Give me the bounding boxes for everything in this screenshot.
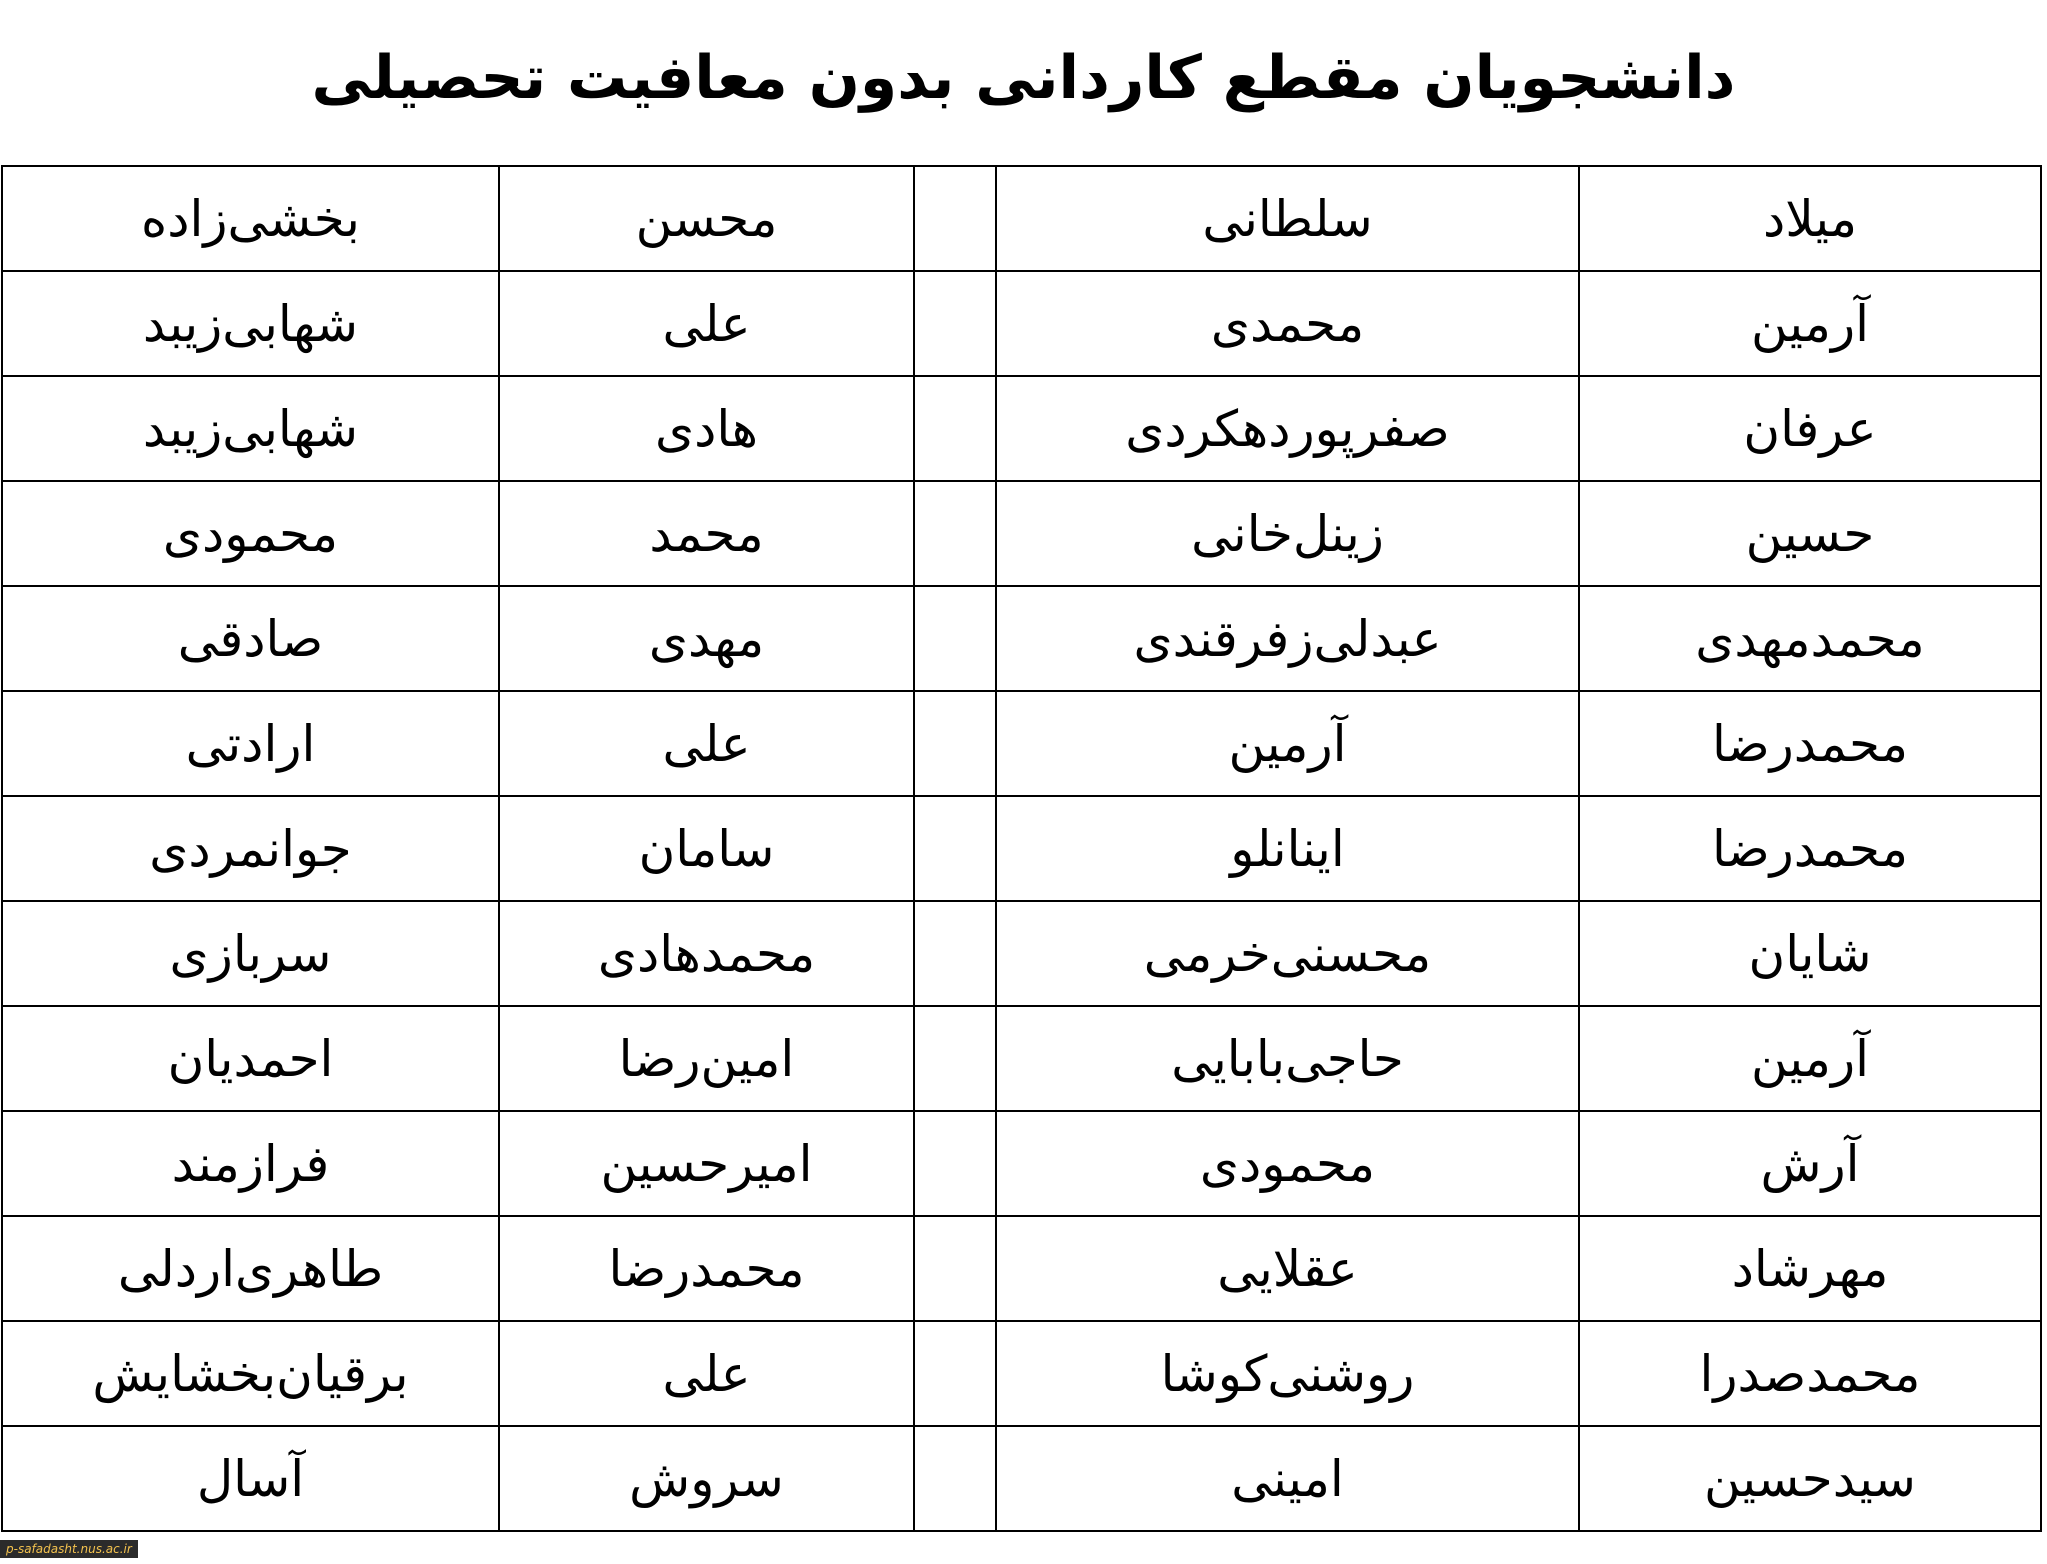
student-first-name-cell: عرفان	[1579, 376, 2041, 481]
students-table-body	[2, 166, 2041, 1531]
student-last-name-cell: برقیان‌بخشایش	[2, 1321, 499, 1426]
student-first-name-cell: علی	[499, 1321, 914, 1426]
student-last-name-cell: احمدیان	[2, 1006, 499, 1111]
spacer-cell	[914, 586, 996, 691]
student-first-name-cell: شایان	[1579, 901, 2041, 1006]
student-last-name-cell: جوانمردی	[2, 796, 499, 901]
spacer-cell	[914, 901, 996, 1006]
student-last-name-cell: آسال	[2, 1426, 499, 1531]
table-row	[2, 1426, 2041, 1531]
spacer-cell	[914, 1006, 996, 1111]
student-first-name-cell: محمدرضا	[1579, 796, 2041, 901]
student-last-name-cell: روشنی‌کوشا	[996, 1321, 1579, 1426]
student-last-name-cell: سربازی	[2, 901, 499, 1006]
student-first-name-cell: محمدرضا	[499, 1216, 914, 1321]
table-row	[2, 376, 2041, 481]
spacer-cell	[914, 271, 996, 376]
site-watermark: p-safadasht.nus.ac.ir	[0, 1540, 138, 1558]
student-first-name-cell: سامان	[499, 796, 914, 901]
table-row	[2, 166, 2041, 271]
student-first-name-cell: آرمین	[1579, 271, 2041, 376]
student-last-name-cell: شهابی‌زیبد	[2, 271, 499, 376]
student-first-name-cell: میلاد	[1579, 166, 2041, 271]
student-last-name-cell: محمدی	[996, 271, 1579, 376]
spacer-cell	[914, 1321, 996, 1426]
table-row	[2, 691, 2041, 796]
student-first-name-cell: سروش	[499, 1426, 914, 1531]
table-row	[2, 481, 2041, 586]
student-first-name-cell: حسین	[1579, 481, 2041, 586]
student-last-name-cell: صادقی	[2, 586, 499, 691]
student-first-name-cell: امیرحسین	[499, 1111, 914, 1216]
table-row	[2, 586, 2041, 691]
student-first-name-cell: محمدرضا	[1579, 691, 2041, 796]
student-last-name-cell: صفرپوردهکردی	[996, 376, 1579, 481]
student-first-name-cell: امین‌رضا	[499, 1006, 914, 1111]
student-last-name-cell: محمودی	[996, 1111, 1579, 1216]
student-first-name-cell: آرش	[1579, 1111, 2041, 1216]
table-row	[2, 271, 2041, 376]
spacer-cell	[914, 1216, 996, 1321]
table-row	[2, 901, 2041, 1006]
student-last-name-cell: عبدلی‌زفرقندی	[996, 586, 1579, 691]
student-last-name-cell: سلطانی	[996, 166, 1579, 271]
spacer-cell	[914, 1426, 996, 1531]
student-last-name-cell: بخشی‌زاده	[2, 166, 499, 271]
student-last-name-cell: اینانلو	[996, 796, 1579, 901]
student-last-name-cell: عقلایی	[996, 1216, 1579, 1321]
student-last-name-cell: حاجی‌بابایی	[996, 1006, 1579, 1111]
student-first-name-cell: محمدمهدی	[1579, 586, 2041, 691]
spacer-cell	[914, 166, 996, 271]
student-first-name-cell: آرمین	[1579, 1006, 2041, 1111]
student-first-name-cell: علی	[499, 271, 914, 376]
student-last-name-cell: محمودی	[2, 481, 499, 586]
student-last-name-cell: محسنی‌خرمی	[996, 901, 1579, 1006]
spacer-cell	[914, 691, 996, 796]
student-first-name-cell: محمد	[499, 481, 914, 586]
student-first-name-cell: مهرشاد	[1579, 1216, 2041, 1321]
student-first-name-cell: سیدحسین	[1579, 1426, 2041, 1531]
student-last-name-cell: آرمین	[996, 691, 1579, 796]
page-title: دانشجویان مقطع کاردانی بدون معافیت تحصیلی	[311, 43, 1736, 113]
table-row	[2, 1216, 2041, 1321]
table-row	[2, 796, 2041, 901]
spacer-cell	[914, 376, 996, 481]
student-last-name-cell: فرازمند	[2, 1111, 499, 1216]
student-first-name-cell: علی	[499, 691, 914, 796]
student-last-name-cell: زینل‌خانی	[996, 481, 1579, 586]
spacer-cell	[914, 1111, 996, 1216]
spacer-cell	[914, 796, 996, 901]
student-first-name-cell: محسن	[499, 166, 914, 271]
student-last-name-cell: طاهری‌اردلی	[2, 1216, 499, 1321]
table-row	[2, 1111, 2041, 1216]
students-table	[1, 165, 2042, 1532]
table-row	[2, 1321, 2041, 1426]
student-first-name-cell: محمدهادی	[499, 901, 914, 1006]
spacer-cell	[914, 481, 996, 586]
student-first-name-cell: هادی	[499, 376, 914, 481]
student-first-name-cell: مهدی	[499, 586, 914, 691]
student-last-name-cell: شهابی‌زیبد	[2, 376, 499, 481]
table-row	[2, 1006, 2041, 1111]
student-last-name-cell: امینی	[996, 1426, 1579, 1531]
student-first-name-cell: محمدصدرا	[1579, 1321, 2041, 1426]
student-last-name-cell: ارادتی	[2, 691, 499, 796]
